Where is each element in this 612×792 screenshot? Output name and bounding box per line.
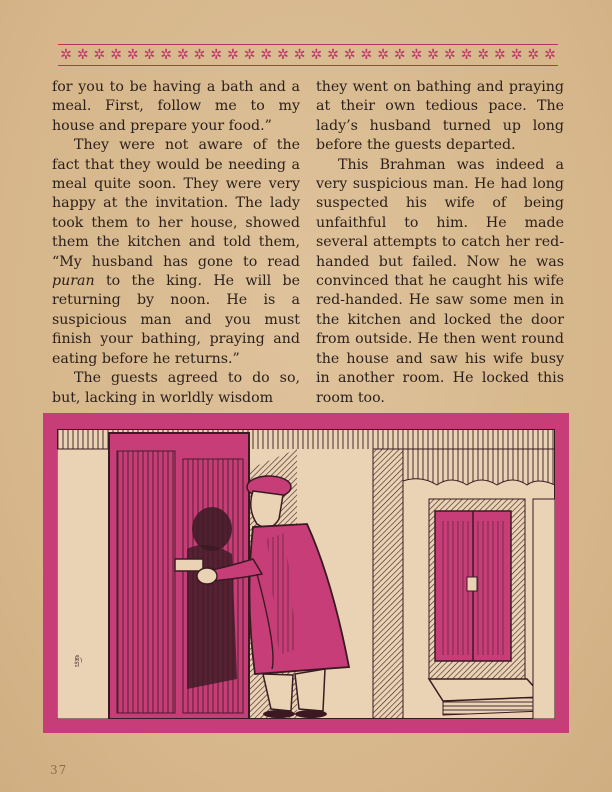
ornament-flower-icon: ✲ <box>227 47 239 63</box>
ornament-flower-icon: ✲ <box>93 47 106 63</box>
italic-word: puran <box>52 273 95 290</box>
ornament-flower-icon: ✲ <box>460 47 473 63</box>
ornament-flower-icon: ✲ <box>443 47 456 63</box>
ornament-flower-icon: ✲ <box>393 47 406 63</box>
paragraph: The guests agreed to do so, but, lacking in worldly wisdom <box>52 370 300 406</box>
ornament-flower-icon: ✲ <box>527 47 540 63</box>
ornament-flower-icon: ✲ <box>494 47 506 63</box>
ornament-flower-icon: ✲ <box>343 47 356 63</box>
ornament-flower-icon: ✲ <box>176 47 189 63</box>
paragraph: This Brahman was indeed a very suspicious man. He had long suspected his wife of being unfaithful to him. He made several attempts to catch her red-handed but failed. Now he was convinced that he caught his wife red-handed. He saw some men in the kitchen and locked the door from outside. He then went round the house and saw his wife busy in another room. He locked this room too. <box>316 156 564 406</box>
text-span: to the king. He will be returning by noon. He is a suspicious man and you must finish your bathing, praying and eating before he returns.” <box>52 273 300 367</box>
left-text-column <box>52 78 300 408</box>
ornament-flower-icon: ✲ <box>327 47 339 63</box>
ornament-flower-icon: ✲ <box>260 47 273 63</box>
right-text-column <box>316 78 564 408</box>
ornament-flower-icon: ✲ <box>377 47 389 63</box>
ornament-flower-icon: ✲ <box>410 47 423 63</box>
text-span: They were not aware of the fact that they would be needing a meal quite soon. They were very happy at the invitation. The lady took them to her house, showed them the kitchen and told them, “My husband has gone to read <box>52 137 300 270</box>
artist-signature: ಚಿತ್ರಾ <box>72 654 81 667</box>
ornament-flower-icon: ✲ <box>360 47 373 63</box>
page-number: 37 <box>50 763 68 777</box>
ornament-flower-icon: ✲ <box>60 47 72 63</box>
ornamental-border <box>58 44 558 66</box>
ornament-flower-icon: ✲ <box>477 47 490 63</box>
ornament-flower-icon: ✲ <box>160 47 172 63</box>
ornament-flower-icon: ✲ <box>243 47 256 63</box>
illustration-brahman-locking-door <box>57 429 555 719</box>
ornament-flower-icon: ✲ <box>293 47 306 63</box>
ornament-flower-icon: ✲ <box>76 47 89 63</box>
ornament-flower-icon: ✲ <box>210 47 223 63</box>
ornament-flower-icon: ✲ <box>277 47 289 63</box>
ornament-flower-icon: ✲ <box>143 47 156 63</box>
ornament-flower-icon: ✲ <box>510 47 523 63</box>
ornament-flower-icon: ✲ <box>544 47 556 63</box>
paragraph: for you to be having a bath and a meal. First, follow me to my house and prepare your food.” <box>52 79 300 134</box>
ornament-flower-icon: ✲ <box>310 47 323 63</box>
illustration-frame <box>43 413 569 733</box>
paragraph <box>52 136 300 369</box>
ornament-flower-icon: ✲ <box>193 47 206 63</box>
paragraph: they went on bathing and praying at their own tedious pace. The lady’s husband turned up long before the guests departed. <box>316 79 564 154</box>
ornament-flower-icon: ✲ <box>427 47 439 63</box>
ornament-flower-icon: ✲ <box>110 47 122 63</box>
ornament-flower-icon: ✲ <box>126 47 139 63</box>
